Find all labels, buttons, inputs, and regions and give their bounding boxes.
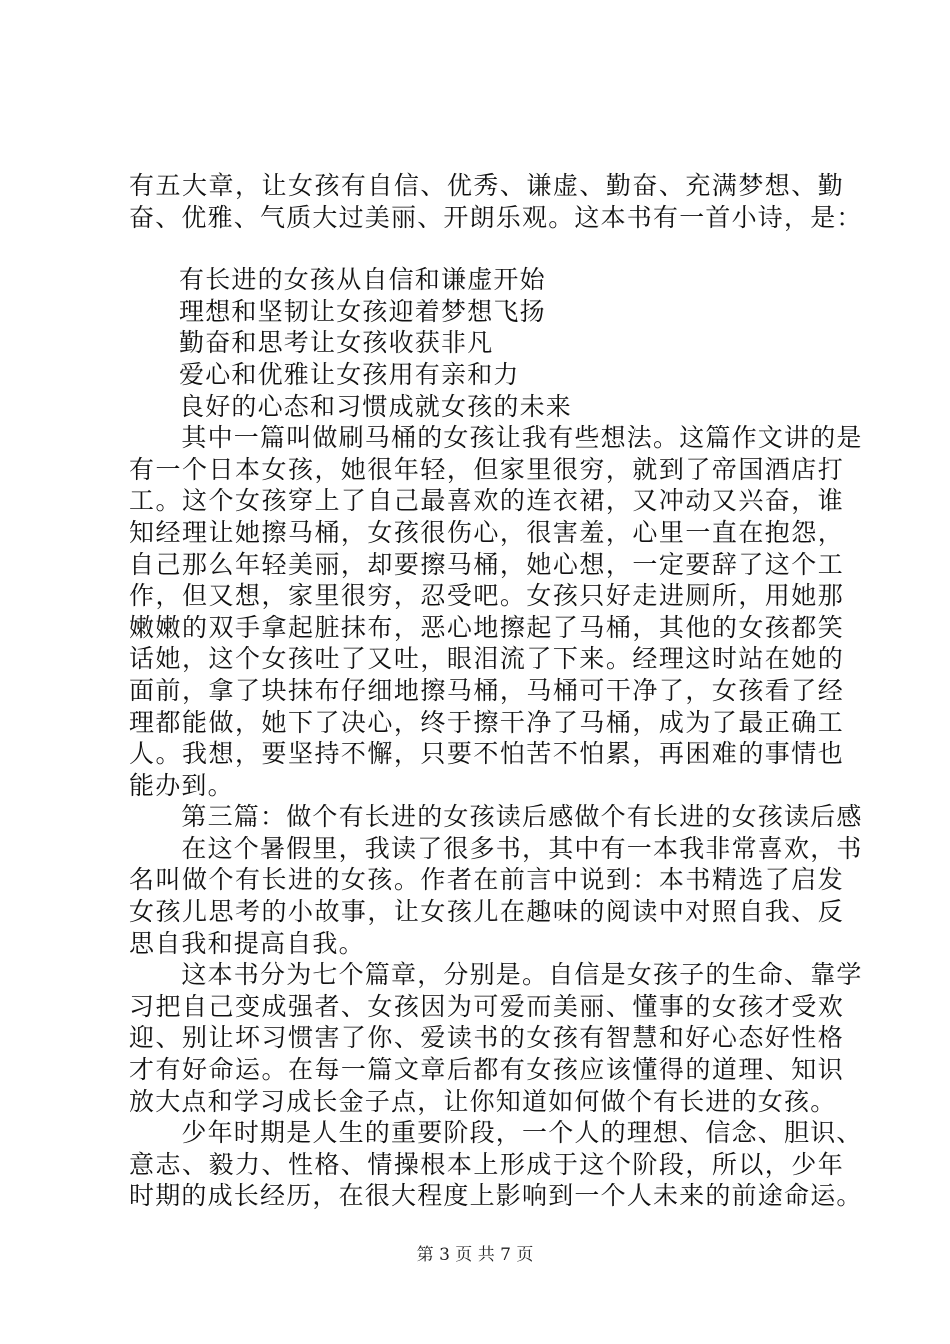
text-line: 这本书分为七个篇章，分别是。自信是女孩子的生命、靠学	[129, 960, 863, 990]
paragraph-youth	[129, 1117, 863, 1212]
text-line: 迎、别让坏习惯害了你、爱读书的女孩有智慧和好心态好性格	[129, 1023, 844, 1053]
paragraph-summer-reading	[129, 833, 863, 959]
body-text	[129, 170, 863, 1212]
section-heading: 第三篇：做个有长进的女孩读后感做个有长进的女孩读后感	[129, 802, 863, 832]
text-line: 少年时期是人生的重要阶段，一个人的理想、信念、胆识、	[129, 1118, 863, 1148]
text-line: 在这个暑假里，我读了很多书，其中有一本我非常喜欢，书	[129, 833, 863, 863]
text-line: 嫩嫩的双手拿起脏抹布，恶心地擦起了马桶，其他的女孩都笑	[129, 612, 844, 642]
paragraph-chapters	[129, 959, 863, 1117]
page-footer: 第 3 页 共 7 页	[416, 1245, 534, 1265]
text-line: 知经理让她擦马桶，女孩很伤心，很害羞，心里一直在抱怨，	[129, 517, 844, 547]
text-line: 奋、优雅、气质大过美丽、开朗乐观。这本书有一首小诗，是：	[129, 202, 863, 232]
poem-line: 良好的心态和习惯成就女孩的未来	[179, 391, 573, 421]
poem-line: 爱心和优雅让女孩用有亲和力	[179, 359, 520, 389]
poem-line: 勤奋和思考让女孩收获非凡	[179, 328, 494, 358]
poem-line: 有长进的女孩从自信和谦虚开始	[179, 265, 546, 295]
text-line: 作，但又想，家里很穷，忍受吧。女孩只好走进厕所，用她那	[129, 581, 844, 611]
text-line: 名叫做个有长进的女孩。作者在前言中说到：本书精选了启发	[129, 865, 844, 895]
text-line: 才有好命运。在每一篇文章后都有女孩应该懂得的道理、知识	[129, 1055, 844, 1085]
text-line: 意志、毅力、性格、情操根本上形成于这个阶段，所以，少年	[129, 1149, 844, 1179]
text-line: 面前，拿了块抹布仔细地擦马桶，马桶可干净了，女孩看了经	[129, 675, 844, 705]
text-line: 人。我想，要坚持不懈，只要不怕苦不怕累，再困难的事情也	[129, 739, 844, 769]
text-line: 女孩儿思考的小故事，让女孩儿在趣味的阅读中对照自我、反	[129, 897, 844, 927]
intro-paragraph	[129, 170, 863, 233]
blank-line	[129, 233, 844, 264]
poem	[129, 264, 844, 422]
text-line: 思自我和提高自我。	[129, 928, 365, 958]
text-line: 习把自己变成强者、女孩因为可爱而美丽、懂事的女孩才受欢	[129, 991, 844, 1021]
text-line: 放大点和学习成长金子点，让你知道如何做个有长进的女孩。	[129, 1086, 837, 1116]
text-line: 其中一篇叫做刷马桶的女孩让我有些想法。这篇作文讲的是	[129, 423, 863, 453]
text-line: 时期的成长经历，在很大程度上影响到一个人未来的前途命运。	[129, 1181, 863, 1211]
poem-line: 理想和坚韧让女孩迎着梦想飞扬	[179, 296, 546, 326]
paragraph-toilet-story	[129, 422, 863, 801]
text-line: 有五大章，让女孩有自信、优秀、谦虚、勤奋、充满梦想、勤	[129, 171, 844, 200]
text-line: 工。这个女孩穿上了自己最喜欢的连衣裙，又冲动又兴奋，谁	[129, 486, 844, 516]
text-line: 理都能做，她下了决心，终于擦干净了马桶，成为了最正确工	[129, 707, 844, 737]
text-line: 有一个日本女孩，她很年轻，但家里很穷，就到了帝国酒店打	[129, 454, 844, 484]
text-line: 能办到。	[129, 770, 234, 800]
text-line: 话她，这个女孩吐了又吐，眼泪流了下来。经理这时站在她的	[129, 644, 844, 674]
text-line: 自己那么年轻美丽，却要擦马桶，她心想，一定要辞了这个工	[129, 549, 844, 579]
